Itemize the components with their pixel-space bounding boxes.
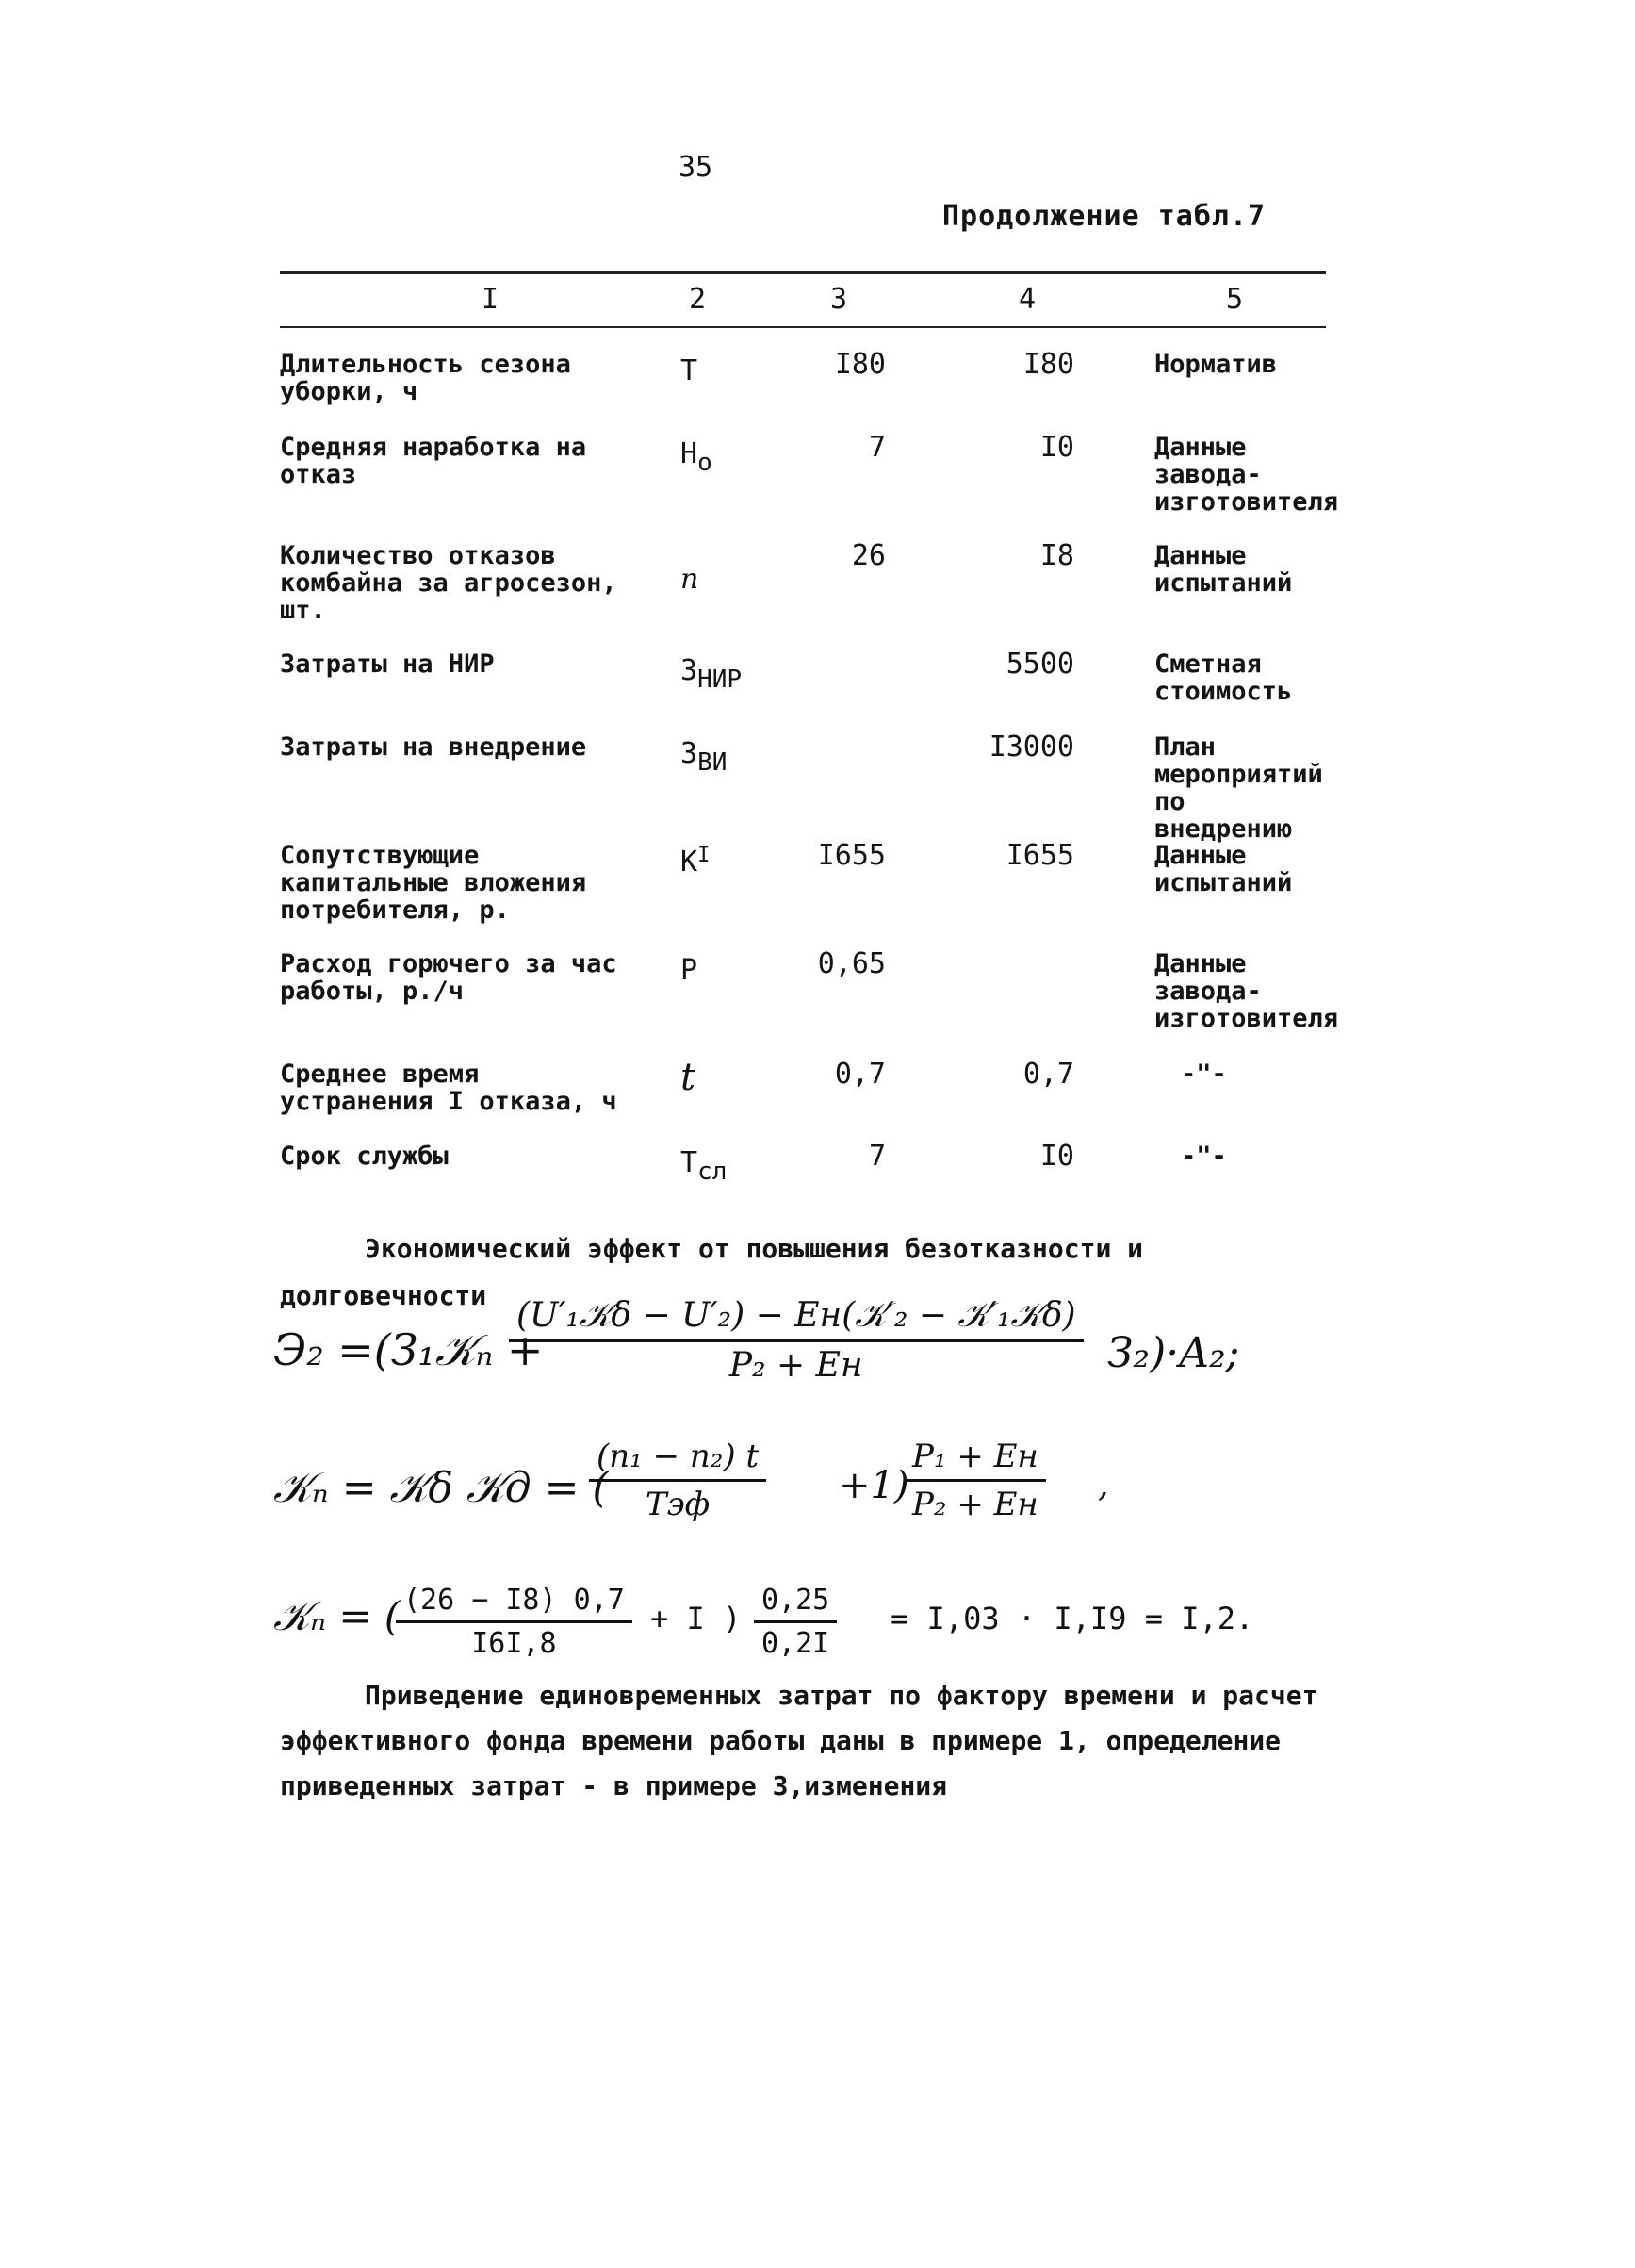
- formula-2-tail: ,: [1098, 1466, 1109, 1504]
- row-value-4: I0: [1039, 1140, 1074, 1173]
- row-symbol: $З_{НИР}$: [680, 654, 743, 694]
- table-row: [0, 731, 1635, 844]
- row-value-4: 0,7: [1022, 1058, 1074, 1091]
- formula-2-denominator-2: P₂ + Eн: [912, 1486, 1038, 1523]
- row-value-4: I3000: [989, 731, 1074, 764]
- formula-1-lhs: Э₂ =(З₁𝒦ₙ +: [273, 1324, 544, 1375]
- formula-1-denominator: P₂ + Eн: [728, 1346, 863, 1385]
- row-symbol: t: [680, 1056, 696, 1099]
- row-symbol: T: [680, 354, 698, 387]
- formula-coefficient-calc: [273, 1584, 1319, 1659]
- formula-1-numerator: (U′₁𝒦δ − U′₂) − Eн(𝒦′₂ − 𝒦′₁𝒦δ): [509, 1296, 1084, 1342]
- formula-3-mid: + I ): [650, 1601, 742, 1636]
- formula-2-lhs: 𝒦ₙ = 𝒦δ 𝒦д = (: [273, 1464, 609, 1512]
- paragraph-reduction-note: Приведение единовременных затрат по фактору времени и расчет эффективного фонда времени работы даны в примере 1, определение приведенных затрат - в примере 3,изменения: [280, 1680, 1318, 1801]
- formula-coefficient: [273, 1438, 1319, 1546]
- formula-effect: [273, 1296, 1319, 1419]
- row-value-3: 0,7: [834, 1058, 886, 1091]
- formula-2-mid: +1): [839, 1464, 909, 1507]
- row-name: Количество отказов комбайна за агросезон, шт.: [280, 541, 617, 625]
- formula-3-numerator-1: (26 − I8) 0,7: [396, 1584, 632, 1623]
- row-name: Затраты на внедрение: [280, 732, 587, 762]
- page-number: 35: [679, 151, 713, 184]
- table-row: [0, 1140, 1635, 1186]
- row-value-3: I80: [834, 348, 886, 381]
- formula-2-fraction-2: [905, 1438, 1046, 1523]
- formula-3-denominator-2: 0,2I: [761, 1627, 830, 1660]
- row-source: -"-: [1181, 1060, 1227, 1089]
- table-row: [0, 348, 1635, 406]
- row-source: Данные испытаний: [1154, 541, 1293, 598]
- row-value-4: I655: [1006, 839, 1074, 872]
- row-value-3: 7: [868, 431, 886, 464]
- formula-3-lhs: 𝒦ₙ = (: [273, 1593, 401, 1639]
- row-value-3: 26: [851, 539, 886, 572]
- table-header-col-1: I: [481, 283, 499, 316]
- row-value-4: I80: [1022, 348, 1074, 381]
- table-row: [0, 648, 1635, 706]
- table-header-col-5: 5: [1225, 283, 1244, 316]
- row-name: Средняя наработка на отказ: [280, 433, 587, 489]
- table-header-col-2: 2: [688, 283, 707, 316]
- table-row: [0, 1056, 1635, 1116]
- table-top-rule: [280, 271, 1326, 274]
- row-name: Сопутствующие капитальные вложения потребителя, р.: [280, 841, 587, 925]
- formula-2-numerator-1: (n₁ − n₂) t: [589, 1438, 766, 1482]
- table-row: [0, 947, 1635, 1033]
- row-source: Сметная стоимость: [1154, 649, 1293, 706]
- row-name: Расход горючего за час работы, р./ч: [280, 949, 617, 1006]
- row-source: Норматив: [1154, 350, 1278, 379]
- row-name: Срок службы: [280, 1142, 449, 1171]
- row-value-3: 0,65: [817, 947, 886, 980]
- row-value-3: 7: [868, 1140, 886, 1173]
- table-row: [0, 839, 1635, 925]
- formula-3-fraction-1: [396, 1584, 632, 1660]
- formula-3-numerator-2: 0,25: [754, 1584, 837, 1623]
- formula-3-rhs: = I,03 · I,I9 = I,2.: [891, 1601, 1254, 1636]
- formula-3-fraction-2: [754, 1584, 837, 1660]
- row-name: Среднее время устранения I отказа, ч: [280, 1060, 617, 1116]
- row-symbol: $K^I$: [680, 844, 711, 879]
- formula-2-denominator-1: Tэф: [645, 1486, 711, 1523]
- row-source: Данные завода-изготовителя: [1154, 433, 1339, 517]
- row-value-4: I8: [1039, 539, 1074, 572]
- formula-1-fraction: [509, 1296, 1084, 1385]
- paragraph-effect-intro: Экономический эффект от повышения безотказности и долговечности: [280, 1233, 1144, 1311]
- row-value-3: I655: [817, 839, 886, 872]
- table-row: [0, 431, 1635, 517]
- row-symbol: n: [680, 563, 699, 596]
- formula-2-numerator-2: P₁ + Eн: [905, 1438, 1046, 1482]
- formula-3-denominator-1: I6I,8: [471, 1627, 557, 1660]
- row-source: Данные завода-изготовителя: [1154, 949, 1339, 1033]
- formula-1-rhs: З₂)·A₂;: [1107, 1329, 1240, 1377]
- row-symbol: P: [680, 954, 698, 987]
- table-caption: Продолжение табл.7: [942, 200, 1267, 233]
- table-row: [0, 539, 1635, 625]
- row-source: План мероприятий по внедрению: [1154, 732, 1323, 844]
- row-symbol: $T_{сл}$: [680, 1146, 728, 1186]
- row-name: Длительность сезона уборки, ч: [280, 350, 571, 406]
- row-value-4: 5500: [1006, 648, 1074, 681]
- table-header-rule: [280, 326, 1326, 328]
- row-symbol: $H_о$: [680, 437, 712, 477]
- row-value-4: I0: [1039, 431, 1074, 464]
- table-header-col-3: 3: [829, 283, 848, 316]
- row-name: Затраты на НИР: [280, 649, 495, 679]
- table-header-col-4: 4: [1018, 283, 1037, 316]
- row-symbol: $З_{ВИ}$: [680, 737, 728, 777]
- formula-2-fraction-1: [589, 1438, 766, 1523]
- row-source: Данные испытаний: [1154, 841, 1293, 897]
- row-source: -"-: [1181, 1142, 1227, 1171]
